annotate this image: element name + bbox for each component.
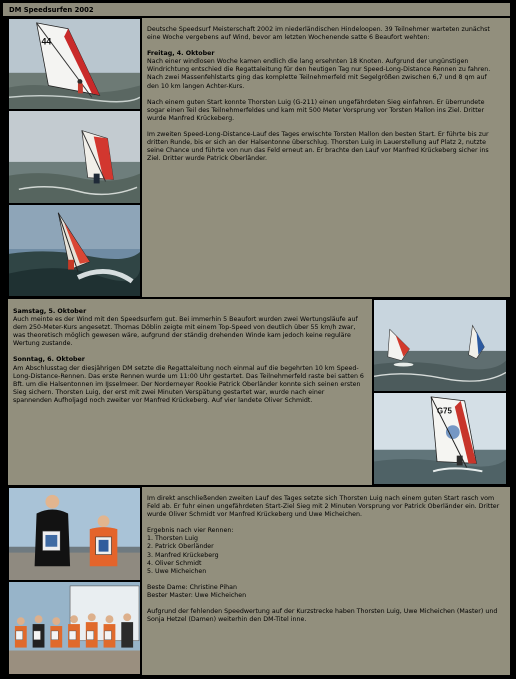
result-item: 2. Patrick Oberländer (147, 543, 214, 551)
saturday-paragraph: Auch meinte es der Wind mit den Speedsurfern gut. Bei immerhin 5 Beaufort wurden zwei Wertungsläufe auf dem 250-Meter-Kurs angesetzt. Thomas Döblin zeigte mit einem Top-Speed von deutlich über 55 km/h zwar, was theoretisch möglich gewesen wäre, aufgrund der ständig drehenden Winde kam jedoch keine reguläre Wertung zustande. (13, 316, 358, 348)
results-text-block (147, 495, 502, 632)
results-heading: Ergebnis nach vier Rennen: (147, 527, 234, 535)
windsurf-photo-4 (373, 299, 507, 392)
result-item: 1. Thorsten Luig (147, 535, 199, 543)
best-master: Bester Master: Uwe Micheichen (147, 591, 247, 599)
result-item: 5. Uwe Micheichen (147, 567, 207, 575)
friday-paragraph-3: Im zweiten Speed-Long-Distance-Lauf des Tages erwischte Torsten Mallon den besten Start. Er führte bis zur dritten Runde, bis er sich an der Halsentonne überschlug. Thorsten Luig in Lauerstellung auf Platz 2, nutzte seine Chance und führte von nun das Feld erneut an. Er brachte den Lauf vor Manfred Krückeberg sicher ins Ziel. Dritter wurde Patrick Oberländer. (147, 130, 489, 163)
winners-photo (8, 487, 141, 581)
results-list (147, 535, 502, 575)
closing-paragraph: Aufgrund der fehlenden Speedwertung auf der Kurzstrecke haben Thorsten Luig, Uwe Micheichen (Master) und Sonja Hetzel (Damen) weiterhin den DM-Titel inne. (147, 608, 498, 624)
windsurf-photo-1 (8, 18, 141, 110)
final-paragraph: Im direkt anschließenden zweiten Lauf des Tages setzte sich Thorsten Luig nach einem guten Start rasch vom Feld ab. Er fuhr einen ungefährdeten Start-Ziel Sieg mit 2 Minuten Vorsprung vor Patrick Oberländer ein. Dritter wurde Oliver Schmidt vor Manfred Krückeberg und Uwe Micheichen. (147, 495, 500, 519)
group-photo (8, 581, 141, 675)
friday-text-block (147, 26, 499, 171)
sail-number-g75: G75 (437, 406, 452, 416)
title-bar (3, 3, 510, 17)
result-item: 3. Manfred Krückeberg (147, 551, 219, 559)
friday-heading: Freitag, 4. Oktober (147, 50, 215, 58)
sail-number-44: 44 (41, 36, 52, 47)
windsurf-photo-5 (373, 392, 507, 485)
saturday-heading: Samstag, 5. Oktober (13, 308, 87, 315)
best-lady: Beste Dame: Christine Pihan (147, 583, 237, 591)
result-item: 4. Oliver Schmidt (147, 559, 202, 567)
page-title: DM Speedsurfen 2002 (9, 6, 94, 14)
windsurf-photo-2 (8, 110, 141, 204)
intro-paragraph: Deutsche Speedsurf Meisterschaft 2002 im niederländischen Hindeloopen. 39 Teilnehmer warteten zunächst eine Woche vergebens auf Wind, bevor am letzten Wochenende satte 6 Beaufort wehten: (147, 26, 490, 42)
sunday-heading: Sonntag, 6. Oktober (13, 356, 85, 364)
weekend-text-block (13, 308, 365, 413)
friday-paragraph-2: Nach einem guten Start konnte Thorsten Luig (G-211) einen ungefährdeten Sieg einfahren. Er überrundete sogar einen Teil des Teilnehmerfeldes und kam mit 500 Meter Vorsprung vor Torsten Mallon ins Ziel. Dritter wurde Manfred Krückeberg. (147, 98, 485, 122)
sunday-paragraph: Am Abschlusstag der diesjährigen DM setzte die Regattaleitung noch einmal auf die begehrten 10 km Speed-Long-Distance-Rennen. Das erste Rennen wurde um 11:00 Uhr gestartet. Das Teilnehmerfeld raste bei satten 6 Bft. um die Halsentonnen im IJsselmeer. Der Norderneyer Rookie Patrick Oberländer konnte sich seinen ersten Sieg sichern. Thorsten Luig, der erst mit zwei Minuten Verspätung gestartet war, wurde nach einer spannenden Aufholjagd noch zweiter vor Manfred Krückeberg. Auf vier landete Oliver Schmidt. (13, 364, 364, 404)
windsurf-photo-3 (8, 204, 141, 297)
friday-paragraph-1: Nach einer windlosen Woche kamen endlich die lang ersehnten 18 Knoten. Aufgrund der ungünstigen Windrichtung entschied die Regattaleitung für den heutigen Tag nur Speed-Long-Distance Rennen zu fahren. Nach zwei Massenfehlstarts ging das komplette Teilnehmerfeld mit Segelgrößen zwischen 6,7 und 8 qm auf den 10 km langen Achter-Kurs. (147, 58, 491, 90)
